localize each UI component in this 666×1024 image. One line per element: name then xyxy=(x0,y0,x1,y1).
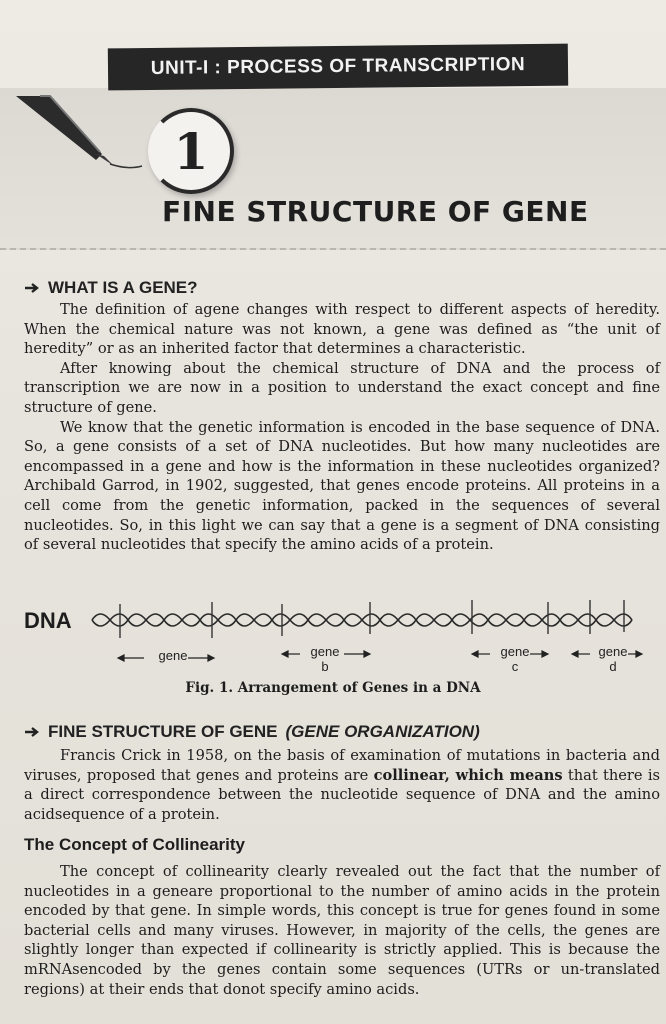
paragraph: After knowing about the chemical structure of DNA and the process of transcription we are now in a position to understand the exact concept and fine structure of gene. xyxy=(24,359,660,416)
unit-banner: UNIT-I : PROCESS OF TRANSCRIPTION xyxy=(108,44,568,91)
section-heading-fine-structure: FINE STRUCTURE OF GENE (GENE ORGANIZATION) xyxy=(24,722,480,742)
fountain-pen-icon xyxy=(10,92,150,172)
gene-label-b: gene b xyxy=(310,644,340,674)
chapter-number: 1 xyxy=(148,108,234,194)
section-heading-what-is-gene: WHAT IS A GENE? xyxy=(24,278,198,298)
subheading-concept-collinearity: The Concept of Collinearity xyxy=(24,835,246,854)
gene-label-d: gene d xyxy=(598,644,628,674)
arrow-bullet-icon xyxy=(24,282,40,294)
paragraph: The definition of agene changes with respect to different aspects of heredity. When the chemical nature was not known, a gene was defined as “the unit of heredity” or as an inherited factor that determines a characteristic. xyxy=(24,301,660,358)
section2-body xyxy=(24,746,660,824)
figure-caption: Fig. 1. Arrangement of Genes in a DNA xyxy=(185,680,481,696)
section1-body xyxy=(24,300,660,555)
gene-label-a: gene xyxy=(158,648,188,663)
dna-double-helix-diagram xyxy=(88,590,648,680)
chapter-title: FINE STRUCTURE OF GENE xyxy=(162,195,589,228)
section3-body xyxy=(24,862,660,999)
gene-label-c: gene c xyxy=(500,644,530,674)
arrow-bullet-icon xyxy=(24,726,40,738)
paragraph: The concept of collinearity clearly revealed out the fact that the number of nucleotides in a geneare proportional to the number of amino acids in the protein encoded by that gene. In simple words, this concept is true for genes found in some bacterial cells and many viruses. However, in majority of the cells, the genes are slightly longer than expected if collinearity is strictly applied. This is because the mRNAsencoded by the genes contain some sequences (UTRs or un-translated regions) at their ends that donot specify amino acids. xyxy=(24,863,660,998)
paragraph: Francis Crick in 1958, on the basis of examination of mutations in bacteria and viruses, proposed that genes and proteins are collinear, which means that there is a direct correspondence between the nucleotide sequence of DNA and the amino acidsequence of a protein. xyxy=(24,747,660,823)
paragraph: We know that the genetic information is encoded in the base sequence of DNA. So, a gene consists of a set of DNA nucleotides. But how many nucleotides are encompassed in a gene and how is the information in these nucleotides organized? Archibald Garrod, in 1902, suggested, that genes encode proteins. All proteins in a cell come from the genetic information, packed in the sequences of several nucleotides. So, in this light we can say that a gene is a segment of DNA consisting of several nucleotides that specify the amino acids of a protein. xyxy=(24,418,660,554)
dna-label: DNA xyxy=(24,608,72,633)
